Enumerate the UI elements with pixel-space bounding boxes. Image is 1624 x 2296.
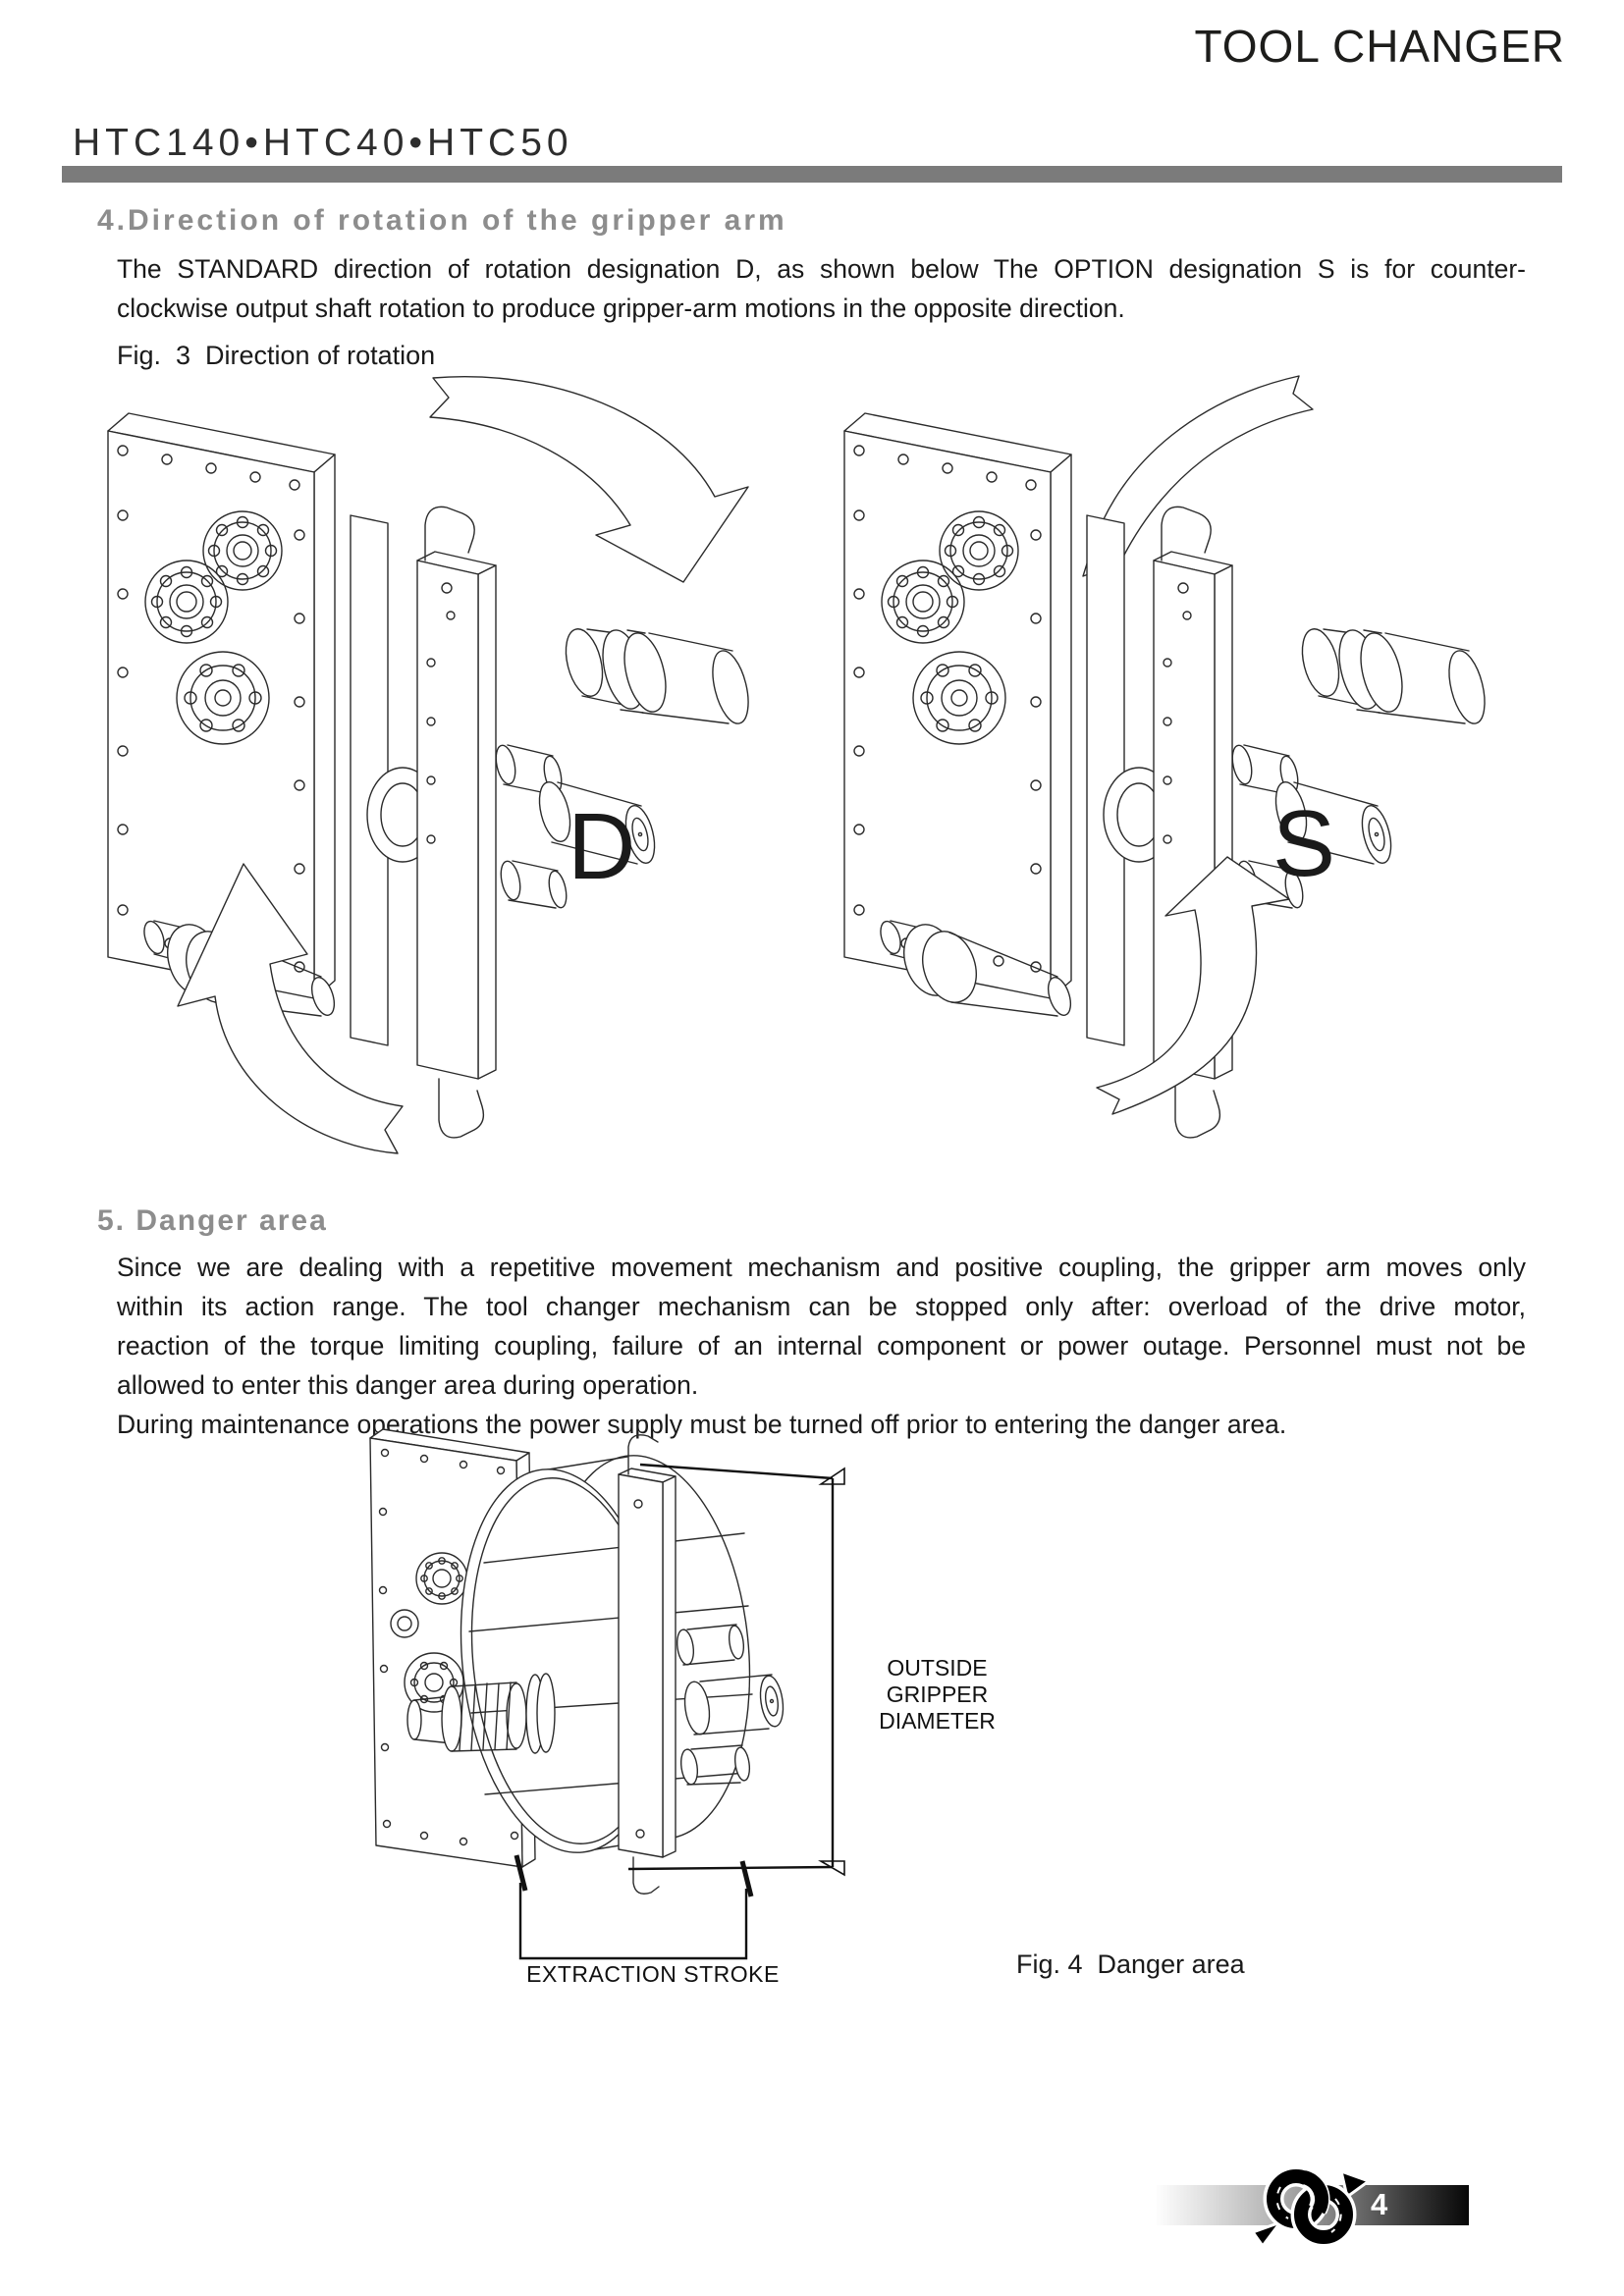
option-rotation-label: S: [1272, 791, 1336, 896]
body-line: reaction of the torque limiting coupling, failure of an internal component or power outage. Personnel must not be: [117, 1331, 1526, 1361]
header-rule: [62, 166, 1562, 183]
body-line: clockwise output shaft rotation to produce gripper-arm motions in the opposite direction.: [117, 294, 1125, 323]
brand-logo-icon: [1245, 2154, 1380, 2260]
figure4-caption: Fig. 4 Danger area: [1016, 1949, 1245, 1979]
rotation-arrow-down-icon: [430, 377, 748, 582]
extraction-stroke-label: EXTRACTION STROKE: [526, 1961, 780, 1987]
figure3-caption: Fig. 3 Direction of rotation: [117, 341, 436, 370]
gripper-arm-small: [619, 1435, 676, 1894]
section4-body: [117, 249, 1526, 328]
outside-gripper-diameter-label: OUTSIDE GRIPPER DIAMETER: [879, 1655, 996, 1734]
body-line: The STANDARD direction of rotation designation D, as shown below The OPTION designation S is for counter-: [117, 254, 1526, 284]
section4-heading: 4.Direction of rotation of the gripper arm: [97, 204, 787, 237]
section5-heading: 5. Danger area: [97, 1204, 328, 1237]
model-designations: HTC140•HTC40•HTC50: [73, 122, 573, 164]
body-line: within its action range. The tool changer mechanism can be stopped only after: overload of the drive motor,: [117, 1292, 1526, 1321]
gripper-hook-bottom: [633, 1857, 659, 1894]
body-line: Since we are dealing with a repetitive movement mechanism and positive coupling, the gripper arm moves only: [117, 1253, 1526, 1282]
body-line: allowed to enter this danger area during operation.: [117, 1370, 699, 1400]
figure3-standard-rotation-drawing: [93, 368, 825, 1168]
page-title: TOOL CHANGER: [1194, 21, 1565, 72]
figure3-option-rotation-drawing: [830, 368, 1561, 1168]
standard-rotation-label: D: [568, 794, 636, 899]
body-line: During maintenance operations the power supply must be turned off prior to entering the danger area.: [117, 1410, 1287, 1439]
page-number: 4: [1371, 2187, 1388, 2221]
